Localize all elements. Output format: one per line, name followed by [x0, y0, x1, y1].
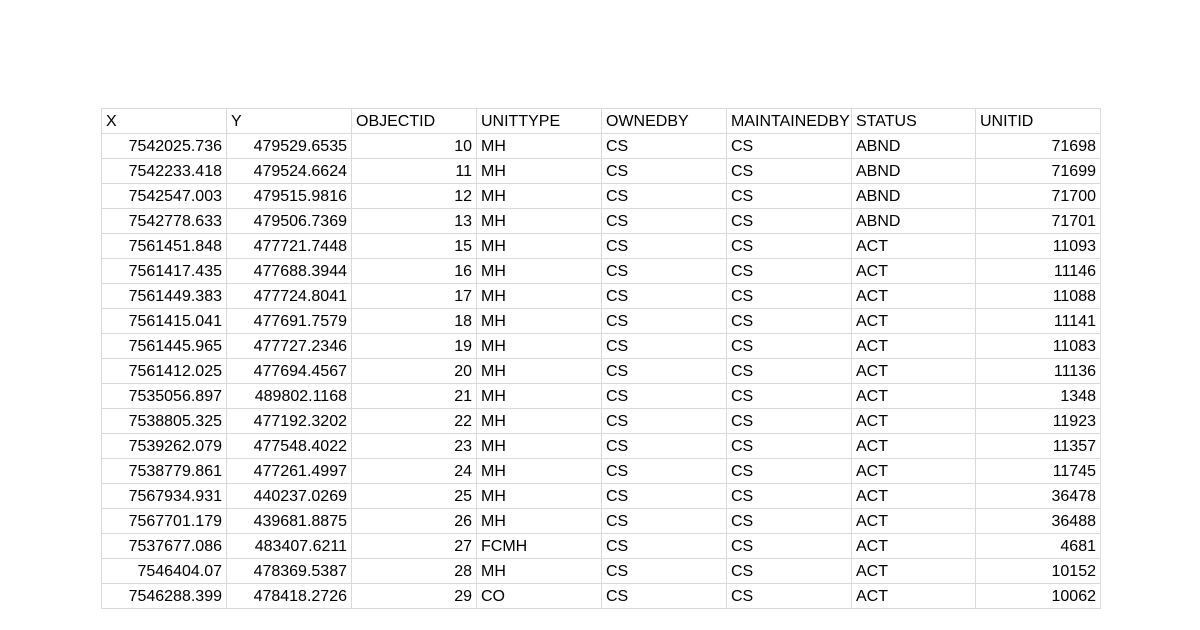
cell-unittype[interactable]: MH	[477, 234, 602, 259]
cell-y[interactable]: 477724.8041	[227, 284, 352, 309]
cell-unitid[interactable]: 36478	[976, 484, 1101, 509]
cell-unittype[interactable]: MH	[477, 309, 602, 334]
cell-y[interactable]: 477727.2346	[227, 334, 352, 359]
cell-y[interactable]: 440237.0269	[227, 484, 352, 509]
cell-status[interactable]: ACT	[852, 459, 976, 484]
cell-ownedby[interactable]: CS	[602, 509, 727, 534]
cell-status[interactable]: ACT	[852, 534, 976, 559]
cell-maintainedby[interactable]: CS	[727, 409, 852, 434]
cell-unitid[interactable]: 11146	[976, 259, 1101, 284]
cell-objectid[interactable]: 22	[352, 409, 477, 434]
cell-status[interactable]: ABND	[852, 134, 976, 159]
table-row	[102, 384, 1101, 409]
cell-status[interactable]: ACT	[852, 509, 976, 534]
table-row	[102, 334, 1101, 359]
cell-x[interactable]: 7561417.435	[102, 259, 227, 284]
cell-unitid[interactable]: 10152	[976, 559, 1101, 584]
table-row	[102, 484, 1101, 509]
cell-objectid[interactable]: 10	[352, 134, 477, 159]
cell-ownedby[interactable]: CS	[602, 159, 727, 184]
cell-y[interactable]: 479524.6624	[227, 159, 352, 184]
cell-x[interactable]: 7561415.041	[102, 309, 227, 334]
cell-unitid[interactable]: 71701	[976, 209, 1101, 234]
cell-ownedby[interactable]: CS	[602, 384, 727, 409]
table-row	[102, 259, 1101, 284]
cell-unitid[interactable]: 10062	[976, 584, 1101, 609]
cell-unitid[interactable]: 1348	[976, 384, 1101, 409]
cell-ownedby[interactable]: CS	[602, 284, 727, 309]
cell-unittype[interactable]: MH	[477, 484, 602, 509]
column-header-ownedby[interactable]: OWNEDBY	[602, 109, 727, 134]
cell-maintainedby[interactable]: CS	[727, 309, 852, 334]
cell-x[interactable]: 7546404.07	[102, 559, 227, 584]
cell-x[interactable]: 7542547.003	[102, 184, 227, 209]
cell-unitid[interactable]: 11357	[976, 434, 1101, 459]
cell-unittype[interactable]: MH	[477, 459, 602, 484]
cell-ownedby[interactable]: CS	[602, 484, 727, 509]
cell-objectid[interactable]: 16	[352, 259, 477, 284]
cell-x[interactable]: 7542778.633	[102, 209, 227, 234]
cell-y[interactable]: 483407.6211	[227, 534, 352, 559]
cell-maintainedby[interactable]: CS	[727, 159, 852, 184]
cell-unitid[interactable]: 71700	[976, 184, 1101, 209]
cell-unitid[interactable]: 11923	[976, 409, 1101, 434]
cell-status[interactable]: ACT	[852, 384, 976, 409]
cell-unittype[interactable]: MH	[477, 284, 602, 309]
cell-unitid[interactable]: 71698	[976, 134, 1101, 159]
cell-status[interactable]: ACT	[852, 359, 976, 384]
table-row	[102, 359, 1101, 384]
cell-x[interactable]: 7567934.931	[102, 484, 227, 509]
cell-y[interactable]: 439681.8875	[227, 509, 352, 534]
table-row	[102, 209, 1101, 234]
cell-status[interactable]: ACT	[852, 259, 976, 284]
cell-objectid[interactable]: 27	[352, 534, 477, 559]
data-table	[101, 108, 1101, 609]
column-header-unitid[interactable]: UNITID	[976, 109, 1101, 134]
cell-ownedby[interactable]: CS	[602, 184, 727, 209]
table-row	[102, 309, 1101, 334]
cell-unittype[interactable]: MH	[477, 559, 602, 584]
cell-maintainedby[interactable]: CS	[727, 384, 852, 409]
table-row	[102, 234, 1101, 259]
cell-objectid[interactable]: 23	[352, 434, 477, 459]
table-row	[102, 584, 1101, 609]
cell-status[interactable]: ABND	[852, 184, 976, 209]
cell-ownedby[interactable]: CS	[602, 334, 727, 359]
cell-x[interactable]: 7539262.079	[102, 434, 227, 459]
cell-y[interactable]: 477192.3202	[227, 409, 352, 434]
cell-unittype[interactable]: MH	[477, 359, 602, 384]
cell-objectid[interactable]: 24	[352, 459, 477, 484]
table-row	[102, 459, 1101, 484]
cell-status[interactable]: ABND	[852, 209, 976, 234]
column-header-maintainedby[interactable]: MAINTAINEDBY	[727, 109, 852, 134]
cell-objectid[interactable]: 13	[352, 209, 477, 234]
cell-x[interactable]: 7546288.399	[102, 584, 227, 609]
cell-objectid[interactable]: 11	[352, 159, 477, 184]
cell-y[interactable]: 479506.7369	[227, 209, 352, 234]
cell-ownedby[interactable]: CS	[602, 309, 727, 334]
cell-ownedby[interactable]: CS	[602, 584, 727, 609]
cell-status[interactable]: ACT	[852, 434, 976, 459]
column-header-unittype[interactable]: UNITTYPE	[477, 109, 602, 134]
cell-y[interactable]: 479529.6535	[227, 134, 352, 159]
cell-maintainedby[interactable]: CS	[727, 534, 852, 559]
cell-x[interactable]: 7542025.736	[102, 134, 227, 159]
cell-unitid[interactable]: 11141	[976, 309, 1101, 334]
spreadsheet	[101, 108, 1100, 609]
cell-maintainedby[interactable]: CS	[727, 184, 852, 209]
cell-y[interactable]: 477694.4567	[227, 359, 352, 384]
cell-ownedby[interactable]: CS	[602, 234, 727, 259]
table-row	[102, 509, 1101, 534]
column-header-y[interactable]: Y	[227, 109, 352, 134]
cell-unittype[interactable]: MH	[477, 184, 602, 209]
cell-unittype[interactable]: MH	[477, 434, 602, 459]
cell-y[interactable]: 479515.9816	[227, 184, 352, 209]
cell-unittype[interactable]: CO	[477, 584, 602, 609]
cell-maintainedby[interactable]: CS	[727, 484, 852, 509]
cell-maintainedby[interactable]: CS	[727, 259, 852, 284]
cell-unitid[interactable]: 11745	[976, 459, 1101, 484]
cell-objectid[interactable]: 18	[352, 309, 477, 334]
column-header-objectid[interactable]: OBJECTID	[352, 109, 477, 134]
cell-x[interactable]: 7538779.861	[102, 459, 227, 484]
cell-unittype[interactable]: MH	[477, 334, 602, 359]
cell-objectid[interactable]: 21	[352, 384, 477, 409]
cell-y[interactable]: 489802.1168	[227, 384, 352, 409]
cell-x[interactable]: 7561445.965	[102, 334, 227, 359]
cell-status[interactable]: ACT	[852, 559, 976, 584]
cell-status[interactable]: ACT	[852, 409, 976, 434]
table-row	[102, 134, 1101, 159]
cell-status[interactable]: ACT	[852, 584, 976, 609]
table-row	[102, 534, 1101, 559]
cell-objectid[interactable]: 26	[352, 509, 477, 534]
cell-status[interactable]: ABND	[852, 159, 976, 184]
header-row	[102, 109, 1101, 134]
cell-objectid[interactable]: 29	[352, 584, 477, 609]
cell-ownedby[interactable]: CS	[602, 434, 727, 459]
cell-maintainedby[interactable]: CS	[727, 209, 852, 234]
cell-y[interactable]: 477721.7448	[227, 234, 352, 259]
table-row	[102, 159, 1101, 184]
cell-ownedby[interactable]: CS	[602, 134, 727, 159]
cell-ownedby[interactable]: CS	[602, 459, 727, 484]
cell-status[interactable]: ACT	[852, 284, 976, 309]
cell-objectid[interactable]: 28	[352, 559, 477, 584]
cell-unittype[interactable]: MH	[477, 259, 602, 284]
cell-ownedby[interactable]: CS	[602, 534, 727, 559]
cell-unittype[interactable]: MH	[477, 159, 602, 184]
cell-unitid[interactable]: 11136	[976, 359, 1101, 384]
cell-unittype[interactable]: MH	[477, 209, 602, 234]
cell-unitid[interactable]: 11093	[976, 234, 1101, 259]
cell-x[interactable]: 7538805.325	[102, 409, 227, 434]
cell-maintainedby[interactable]: CS	[727, 134, 852, 159]
table-row	[102, 434, 1101, 459]
cell-unitid[interactable]: 4681	[976, 534, 1101, 559]
table-row	[102, 559, 1101, 584]
cell-ownedby[interactable]: CS	[602, 559, 727, 584]
cell-maintainedby[interactable]: CS	[727, 509, 852, 534]
cell-ownedby[interactable]: CS	[602, 409, 727, 434]
cell-x[interactable]: 7535056.897	[102, 384, 227, 409]
cell-maintainedby[interactable]: CS	[727, 559, 852, 584]
table-body	[102, 134, 1101, 609]
cell-unitid[interactable]: 71699	[976, 159, 1101, 184]
cell-maintainedby[interactable]: CS	[727, 334, 852, 359]
cell-unittype[interactable]: MH	[477, 409, 602, 434]
cell-y[interactable]: 478418.2726	[227, 584, 352, 609]
cell-x[interactable]: 7542233.418	[102, 159, 227, 184]
cell-maintainedby[interactable]: CS	[727, 359, 852, 384]
cell-objectid[interactable]: 17	[352, 284, 477, 309]
cell-x[interactable]: 7561449.383	[102, 284, 227, 309]
cell-objectid[interactable]: 25	[352, 484, 477, 509]
cell-maintainedby[interactable]: CS	[727, 284, 852, 309]
column-header-status[interactable]: STATUS	[852, 109, 976, 134]
column-header-x[interactable]: X	[102, 109, 227, 134]
cell-x[interactable]: 7567701.179	[102, 509, 227, 534]
cell-status[interactable]: ACT	[852, 334, 976, 359]
cell-ownedby[interactable]: CS	[602, 259, 727, 284]
cell-status[interactable]: ACT	[852, 309, 976, 334]
cell-y[interactable]: 478369.5387	[227, 559, 352, 584]
cell-status[interactable]: ACT	[852, 484, 976, 509]
table-row	[102, 284, 1101, 309]
cell-x[interactable]: 7561451.848	[102, 234, 227, 259]
cell-ownedby[interactable]: CS	[602, 359, 727, 384]
cell-objectid[interactable]: 12	[352, 184, 477, 209]
cell-status[interactable]: ACT	[852, 234, 976, 259]
cell-unitid[interactable]: 11083	[976, 334, 1101, 359]
cell-ownedby[interactable]: CS	[602, 209, 727, 234]
cell-unitid[interactable]: 36488	[976, 509, 1101, 534]
cell-objectid[interactable]: 20	[352, 359, 477, 384]
cell-objectid[interactable]: 19	[352, 334, 477, 359]
cell-unittype[interactable]: FCMH	[477, 534, 602, 559]
cell-maintainedby[interactable]: CS	[727, 459, 852, 484]
table-row	[102, 184, 1101, 209]
table-row	[102, 409, 1101, 434]
cell-y[interactable]: 477261.4997	[227, 459, 352, 484]
cell-unitid[interactable]: 11088	[976, 284, 1101, 309]
cell-maintainedby[interactable]: CS	[727, 234, 852, 259]
cell-maintainedby[interactable]: CS	[727, 584, 852, 609]
cell-y[interactable]: 477691.7579	[227, 309, 352, 334]
cell-objectid[interactable]: 15	[352, 234, 477, 259]
cell-y[interactable]: 477548.4022	[227, 434, 352, 459]
cell-unittype[interactable]: MH	[477, 509, 602, 534]
cell-maintainedby[interactable]: CS	[727, 434, 852, 459]
cell-unittype[interactable]: MH	[477, 384, 602, 409]
cell-y[interactable]: 477688.3944	[227, 259, 352, 284]
cell-x[interactable]: 7561412.025	[102, 359, 227, 384]
cell-x[interactable]: 7537677.086	[102, 534, 227, 559]
cell-unittype[interactable]: MH	[477, 134, 602, 159]
